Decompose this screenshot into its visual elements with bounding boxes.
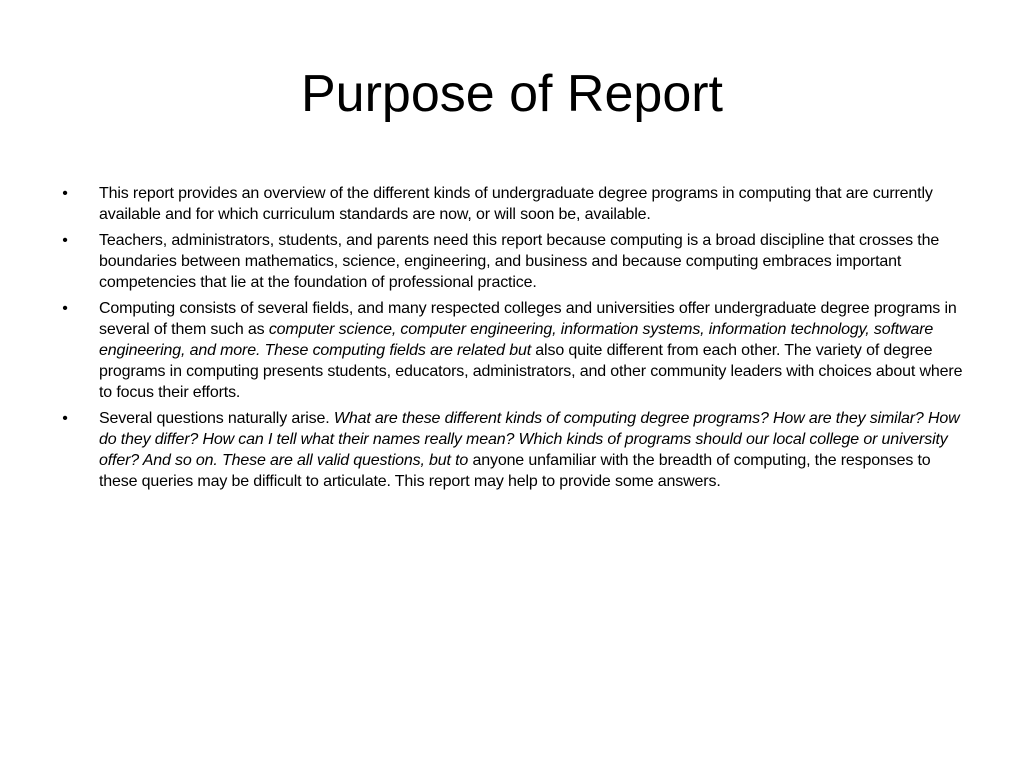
bullet-text-segment: Teachers, administrators, students, and parents need this report because computing is a broad discipline that crosses the boundaries between mathematics, science, engineering, and business and because computing embraces important competencies that lie at the foundation of professional practice. [99, 232, 940, 291]
bullet-text-segment: Several questions naturally arise. [99, 410, 334, 427]
bullet-icon: • [62, 300, 68, 317]
bullet-icon: • [62, 232, 68, 249]
bullet-text [99, 410, 960, 490]
bullet-item [58, 408, 968, 492]
bullet-text-italic-segment: What are these different kinds of computing degree programs? How are they similar? How do they differ? How can I tell what their names really mean? Which kinds of programs should our local college or university offer? And so on. These are all valid questions, but to [99, 410, 960, 469]
bullet-text-italic-segment: computer science, computer engineering, information systems, information technology, software engineering, and more. These computing fields are related but [99, 321, 934, 359]
bullet-text-segment: This report provides an overview of the different kinds of undergraduate degree programs in computing that are currently available and for which curriculum standards are now, or will soon be, available. [99, 185, 933, 223]
bullet-item [58, 298, 968, 403]
bullet-item [58, 230, 968, 293]
bullet-icon: • [62, 185, 68, 202]
bullet-item [58, 183, 968, 225]
bullet-text-segment: anyone unfamiliar with the breadth of computing, the responses to these queries may be difficult to articulate. This report may help to provide some answers. [99, 452, 931, 490]
slide-title: Purpose of Report [300, 65, 724, 123]
bullet-text-segment: also quite different from each other. The variety of degree programs in computing presents students, educators, administrators, and other community leaders with choices about where to focus their efforts. [99, 342, 963, 401]
bullet-icon: • [62, 410, 68, 427]
bullet-list [58, 183, 968, 497]
bullet-text [99, 185, 933, 223]
bullet-text [99, 232, 939, 291]
bullet-text-segment: Computing consists of several fields, and many respected colleges and universities offer undergraduate degree programs in several of them such as [99, 300, 957, 338]
bullet-text [99, 300, 962, 401]
